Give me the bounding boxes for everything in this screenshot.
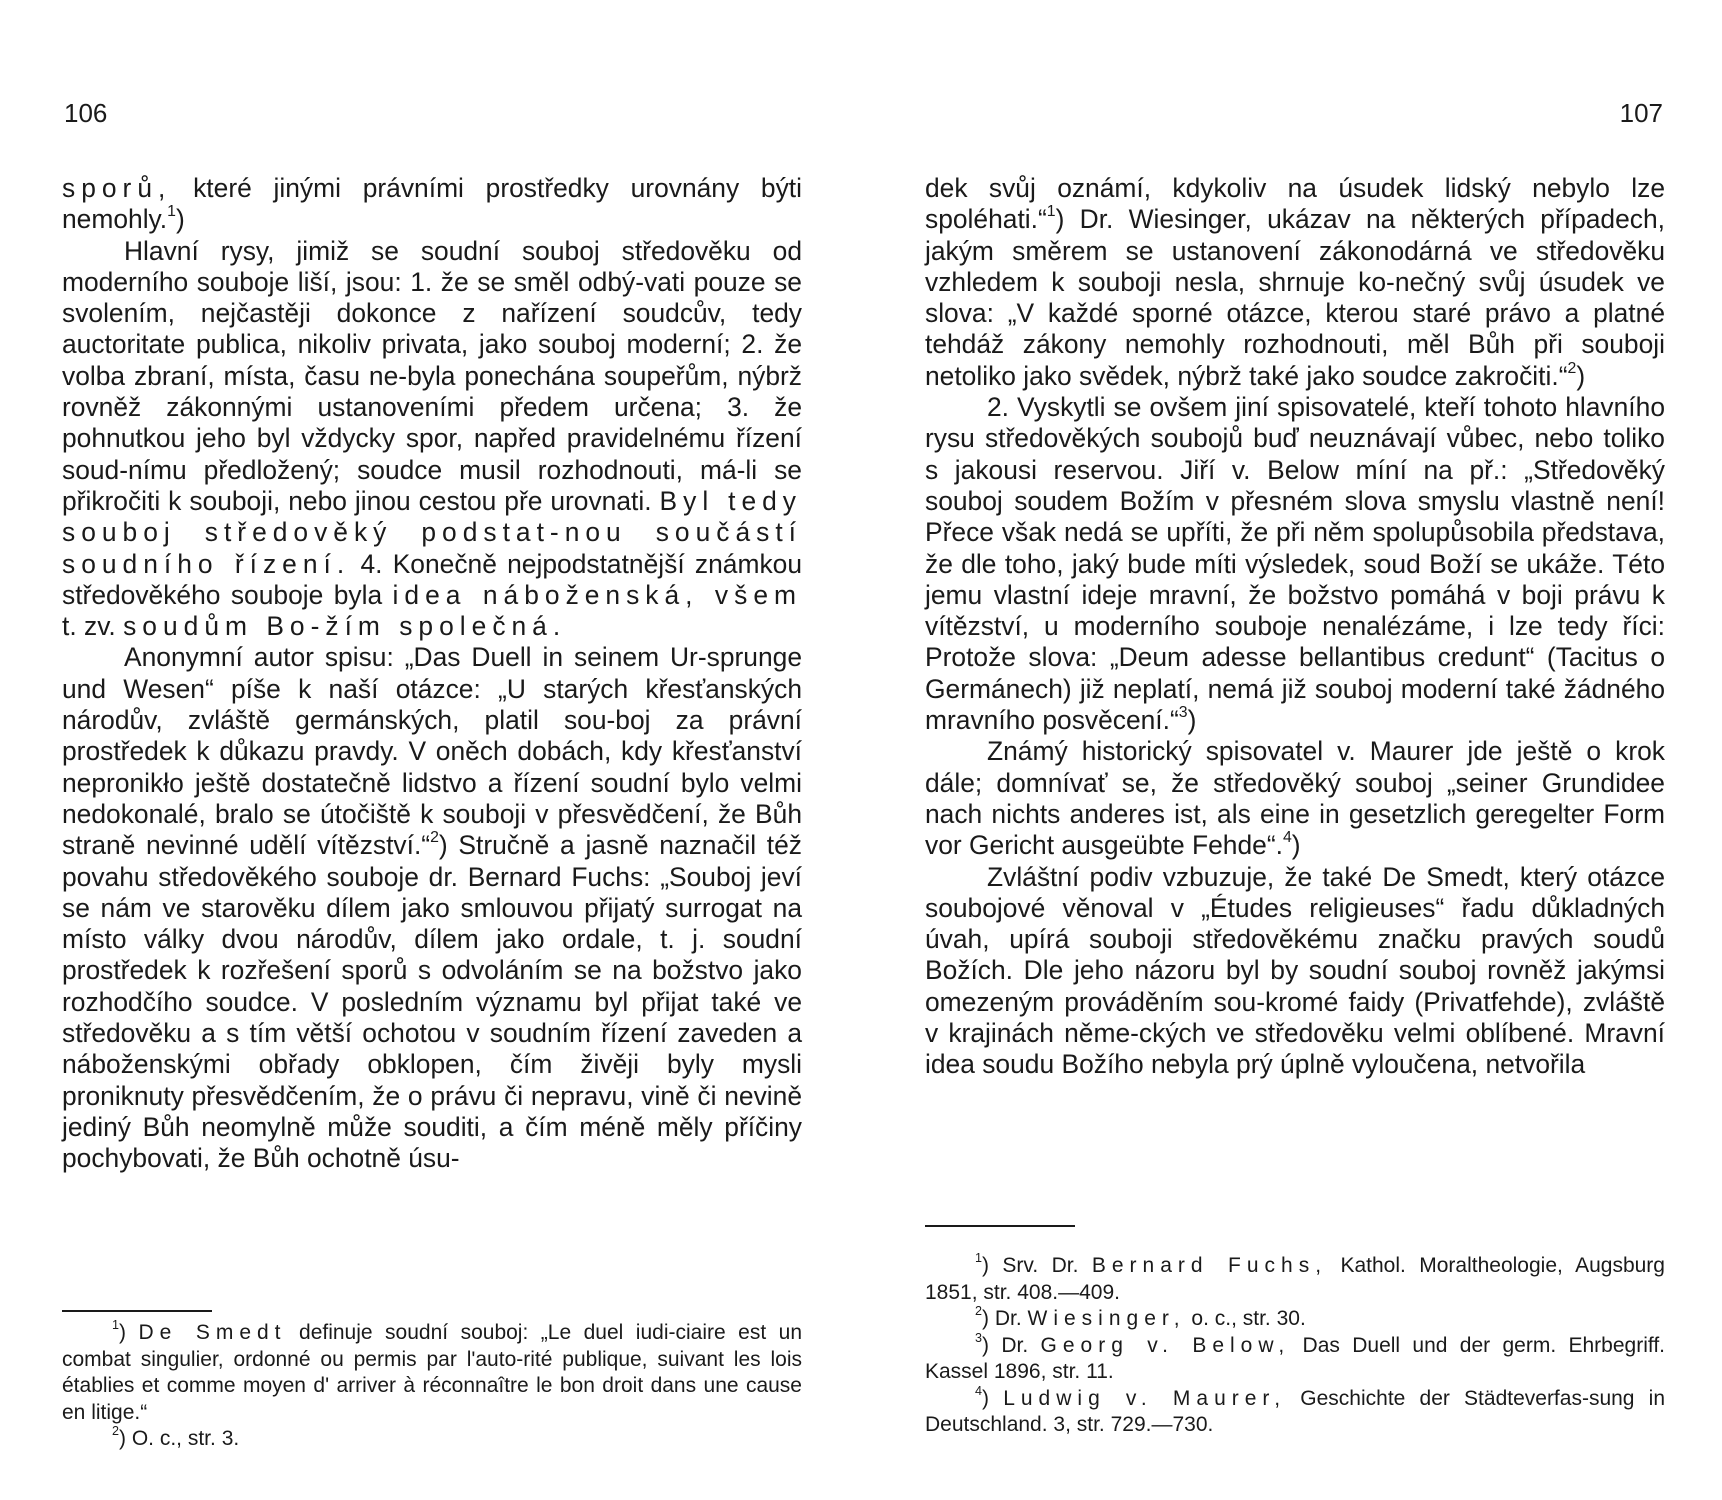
footnote-marker: 1 xyxy=(112,1318,120,1333)
paragraph xyxy=(62,173,802,236)
paragraph xyxy=(925,862,1665,1081)
text-run: ) xyxy=(1576,360,1586,391)
text-run: Zvláštní podiv vzbuzuje, že také De Smedt, který otázce soubojové věnoval v „Études religieuses“ řadu důkladných úvah, upírá souboji středověkému značku pravých soudů Božích. Dle jeho názoru byl by soudní souboj rovněž jakýmsi omezeným prováděním sou-kromé faidy (Privatfehde), zvláště v krajinách něme-ckých ve středověku velmi oblíbené. Mravní idea soudu Božího nebyla prý úplně vyloučena, netvořila xyxy=(925,861,1665,1080)
footnote xyxy=(925,1330,1665,1386)
footnote xyxy=(925,1306,1665,1333)
text-run: ) Stručně a jasně naznačil též povahu středověkého souboje dr. Bernard Fuchs: „Souboj jeví se nám ve starověku dílem jako smlouvou přijatý surrogat na místo války dvou národův, dílem jako ordale, t. j. soudní prostředek k rozřešení sporů s odvoláním se na božstvo jako rozhodčího soudce. V posledním významu byl přijat také ve středověku a s tím větší ochotou v soudním řízení zaveden a náboženskými obřady obklopen, čím živěji byly mysli proniknuty přesvědčením, že o právu či nepravu, vině či nevině jediný Bůh neomylně může souditi, a čím méně měly příčiny pochybovati, že Bůh ochotně úsu- xyxy=(62,830,802,1174)
footnote-marker: 2 xyxy=(112,1424,120,1439)
footnote-marker: 1 xyxy=(975,1251,983,1266)
footnote xyxy=(925,1253,1665,1306)
spaced-text: Byl tedy souboj středověký podstat-nou součástí soudního řízení. xyxy=(62,485,802,579)
spaced-text: Wiesinger, xyxy=(1027,1307,1186,1330)
text-run: ) xyxy=(175,204,185,235)
footnote-marker: 4 xyxy=(1282,829,1292,847)
page-number: 106 xyxy=(64,98,108,128)
paragraph xyxy=(62,236,802,643)
text-run: Hlavní rysy, jimiž se soudní souboj středověku od moderního souboje liší, jsou: 1. že se směl odbý-vati pouze se svolením, nejčastěji dokonce z nařízení soudcův, tedy auctoritate publica, nikoliv privata, jako souboj moderní; 2. že volba zbraní, místa, času ne-byla ponechána soupeřům, nýbrž rovněž zákonnými ustanoveními předem určena; 3. že pohnutkou jeho byl vždycky spor, napřed pravidelnému řízení soud-nímu předložený; soudce musil rozhodnouti, má-li se přikročiti k souboji, nebo jinou cestou pře urovnati. xyxy=(62,235,802,516)
text-run: ) xyxy=(1187,705,1197,736)
text-run: 4. Konečně nejpodstatnější známkou středověkého souboje byla xyxy=(62,548,802,610)
footnote xyxy=(925,1383,1666,1439)
text-run: ) Dr. xyxy=(982,1307,1028,1330)
paragraph xyxy=(925,736,1665,861)
text-run: dek svůj oznámí, kdykoliv na úsudek lidský nebylo lze spoléhati.“ xyxy=(925,173,1665,235)
spaced-text: sporů, xyxy=(62,173,172,203)
text-run: o. c., str. 30. xyxy=(1185,1307,1306,1330)
footnote-marker: 4 xyxy=(975,1383,983,1398)
text-run: ) Srv. Dr. xyxy=(982,1254,1092,1277)
text-run: ) O. c., str. 3. xyxy=(119,1427,240,1450)
footnote-rule xyxy=(62,1310,212,1312)
text-run: ) Dr. Wiesinger, ukázav na některých případech, jakým směrem se ustanovení zákonodárná ve středověku vzhledem k souboji nesla, shrnuje ko-nečný svůj úsudek ve slova: „V každé sporné otázce, kterou staré právo a platné tehdáž zákony nemohly rozhodnouti, měl Bůh při souboji netoliko jako svědek, nýbrž také jako soudce zakročiti.“ xyxy=(925,204,1665,391)
spaced-text: Ludwig v. Maurer, xyxy=(1003,1386,1287,1410)
text-run: Das Duell und der germ. Ehrbegriff. Kassel 1896, str. 11. xyxy=(925,1333,1665,1383)
text-run: Anonymní autor spisu: „Das Duell in seinem Ur-sprunge und Wesen“ píše k naší otázce: „U starých křesťanských národův, zvláště germánských, platil sou-boj za právní prostředek k důkazu pravdy. V oněch dobách, kdy křesťanství nepronikło ještě dostatečně lidstvo a řízení soudní bylo velmi nedokonalé, bralo se útočiště k souboji v přesvědčení, že Bůh straně nevinné udělí vítězství.“ xyxy=(62,642,802,861)
text-run: ) xyxy=(119,1321,139,1344)
footnote xyxy=(62,1320,802,1426)
text-run: které jinými právními prostředky urovnány býti nemohly. xyxy=(62,173,802,235)
footnote-marker: 2 xyxy=(975,1304,983,1319)
spaced-text: Bernard Fuchs, xyxy=(1091,1254,1328,1277)
right-page xyxy=(925,0,1665,1500)
footnotes xyxy=(925,1253,1665,1439)
text-run: 2. Vyskytli se ovšem jiní spisovatelé, kteří tohoto hlavního rysu středověkých soubojů buď neuznávají vůbec, nebo toliko s jakousi reservou. Jiří v. Below míní na př.: „Středověký souboj soudem Božím v přesném slova smyslu vlastně není! Přece však nedá se upříti, že při něm spolupůsobila představa, že dle toho, jaký bude míti výsledek, soud Boží se ukáže. Této jemu vlastní ideje mravní, že božstvo pomáhá v boji právu k vítězství, u moderního souboje nenalézáme, i lze tedy říci: Protože slova: „Deum adesse bellantibus credunt“ (Tacitus o Germánech) již neplatí, nemá již souboj moderní také žádného mravního posvěcení.“ xyxy=(925,392,1665,736)
body-text xyxy=(62,173,802,1175)
footnotes xyxy=(62,1320,802,1453)
text-run: ) xyxy=(1291,830,1301,861)
footnote xyxy=(62,1426,802,1453)
spaced-text: Georg v. Below, xyxy=(1040,1333,1291,1357)
spaced-text: De Smedt xyxy=(138,1321,287,1344)
spaced-text: soudům Bo-žím společná. xyxy=(123,611,567,642)
footnote-marker: 3 xyxy=(1178,703,1188,721)
paragraph xyxy=(925,392,1665,736)
left-page xyxy=(62,0,802,1500)
paragraph xyxy=(62,642,802,1174)
text-run: Kathol. Moraltheologie, Augsburg 1851, str. 408.—409. xyxy=(925,1254,1665,1304)
footnote-marker: 1 xyxy=(1046,203,1056,221)
footnote-marker: 2 xyxy=(430,829,439,847)
spaced-text: idea náboženská, všem xyxy=(392,579,802,610)
text-run: ) Dr. xyxy=(982,1333,1041,1357)
footnote-marker: 3 xyxy=(975,1330,983,1345)
footnote-rule xyxy=(925,1225,1075,1227)
text-run: t. zv. xyxy=(62,611,124,642)
page-number: 107 xyxy=(1619,98,1663,128)
text-run: Geschichte der Städteverfas-sung in Deutschland. 3, str. 729.—730. xyxy=(925,1386,1666,1436)
text-run: Známý historický spisovatel v. Maurer jde ještě o krok dále; domnívať se, že středověký souboj „seiner Grundidee nach nichts anderes ist, als eine in gesetzlich geregelter Form vor Gericht ausgeübte Fehde“. xyxy=(925,736,1665,861)
paragraph xyxy=(925,173,1665,392)
body-text xyxy=(925,173,1665,1081)
text-run: ) xyxy=(982,1386,1004,1410)
footnote-marker: 1 xyxy=(167,203,176,221)
text-run: definuje soudní souboj: „Le duel iudi-ciaire est un combat singulier, ordonné ou permis par l'auto-rité publique, suivant les lois établies et comme moyen d' arriver à réconnaître le bon droit dans une cause en litige.“ xyxy=(62,1321,803,1424)
footnote-marker: 2 xyxy=(1567,359,1577,377)
